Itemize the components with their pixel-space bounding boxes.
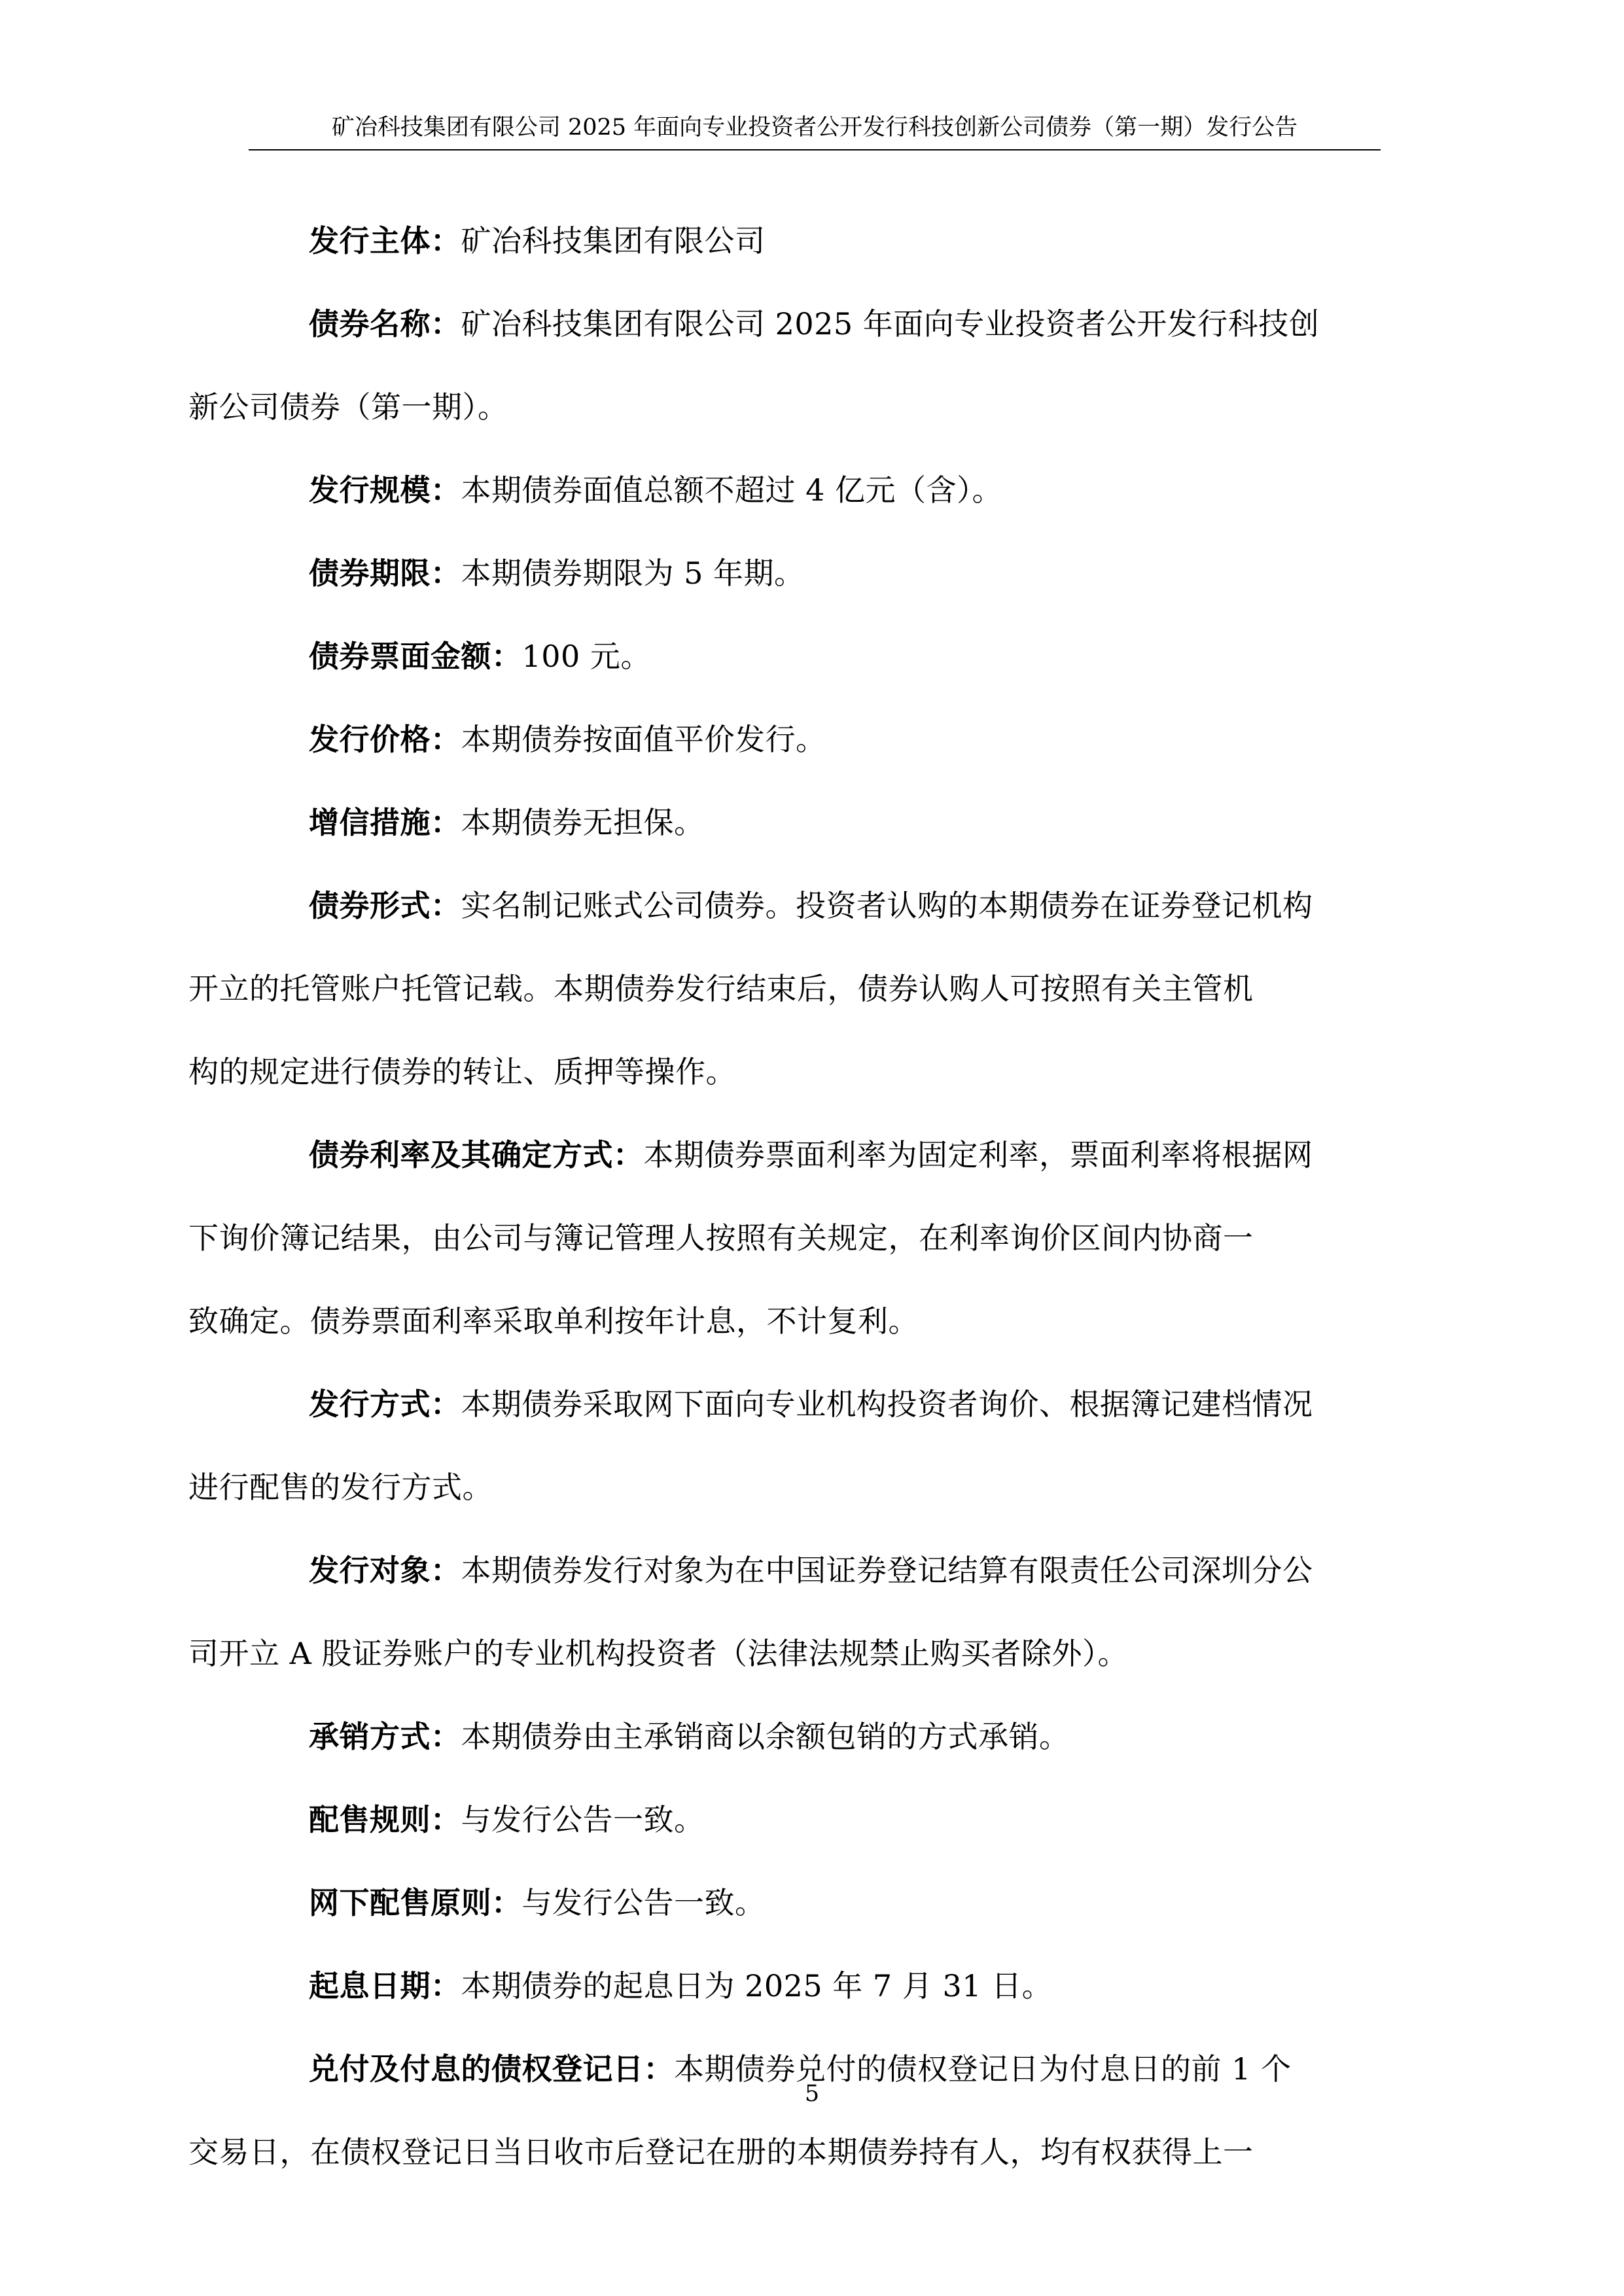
item-target-investors bbox=[188, 1529, 1381, 1695]
item-term bbox=[249, 532, 1381, 615]
item-label: 配售规则： bbox=[309, 1802, 461, 1837]
item-value-date bbox=[249, 1945, 1381, 2028]
item-label: 兑付及付息的债权登记日： bbox=[309, 2051, 674, 2087]
item-text: 100 元。 bbox=[521, 639, 651, 674]
item-bond-form bbox=[188, 864, 1381, 1114]
item-text-cont: 进行配售的发行方式。 bbox=[188, 1470, 493, 1505]
item-label: 债券期限： bbox=[309, 556, 461, 591]
item-text: 本期债券的起息日为 2025 年 7 月 31 日。 bbox=[461, 1968, 1053, 2004]
item-text: 本期债券按面值平价发行。 bbox=[461, 722, 826, 757]
item-label: 发行主体： bbox=[309, 223, 461, 258]
item-text-cont: 下询价簿记结果，由公司与簿记管理人按照有关规定，在利率询价区间内协商一 bbox=[188, 1220, 1254, 1256]
item-label: 增信措施： bbox=[309, 805, 461, 840]
item-issuer bbox=[249, 200, 1381, 283]
item-face-value bbox=[249, 615, 1381, 698]
item-text-cont: 致确定。债券票面利率采取单利按年计息，不计复利。 bbox=[188, 1303, 919, 1339]
item-underwriting bbox=[249, 1695, 1381, 1778]
item-text-cont: 司开立 A 股证券账户的专业机构投资者（法律法规禁止购买者除外）。 bbox=[188, 1636, 1128, 1671]
item-issue-size bbox=[249, 449, 1381, 532]
item-text-cont: 开立的托管账户托管记载。本期债券发行结束后，债券认购人可按照有关主管机 bbox=[188, 971, 1254, 1006]
item-text: 本期债券无担保。 bbox=[461, 805, 705, 840]
item-text: 本期债券面值总额不超过 4 亿元（含）。 bbox=[461, 472, 1003, 508]
item-text: 与发行公告一致。 bbox=[521, 1885, 766, 1920]
item-label: 债券票面金额： bbox=[309, 639, 522, 674]
item-label: 债券名称： bbox=[309, 306, 461, 342]
item-interest-rate bbox=[188, 1114, 1381, 1363]
item-label: 发行规模： bbox=[309, 472, 461, 508]
item-text-cont: 构的规定进行债券的转让、质押等操作。 bbox=[188, 1054, 736, 1089]
item-text: 矿冶科技集团有限公司 2025 年面向专业投资者公开发行科技创 bbox=[461, 306, 1320, 342]
item-text-cont: 交易日，在债权登记日当日收市后登记在册的本期债券持有人，均有权获得上一 bbox=[188, 2134, 1254, 2170]
document-body bbox=[188, 200, 1381, 2194]
item-text: 与发行公告一致。 bbox=[461, 1802, 705, 1837]
item-issue-method bbox=[188, 1363, 1381, 1529]
item-text: 本期债券由主承销商以余额包销的方式承销。 bbox=[461, 1719, 1070, 1754]
header-rule bbox=[249, 149, 1381, 150]
item-text: 本期债券期限为 5 年期。 bbox=[461, 556, 805, 591]
item-credit-enhancement bbox=[249, 781, 1381, 864]
item-label: 承销方式： bbox=[309, 1719, 461, 1754]
item-label: 网下配售原则： bbox=[309, 1885, 522, 1920]
running-header: 矿冶科技集团有限公司 2025 年面向专业投资者公开发行科技创新公司债券（第一期）发行公告 bbox=[331, 115, 1298, 141]
item-placement-rules bbox=[249, 1778, 1381, 1862]
item-label: 发行方式： bbox=[309, 1386, 461, 1422]
item-issue-price bbox=[249, 698, 1381, 781]
item-label: 发行价格： bbox=[309, 722, 461, 757]
item-text-cont: 新公司债券（第一期）。 bbox=[188, 389, 508, 425]
item-label: 发行对象： bbox=[309, 1553, 461, 1588]
page-number: 5 bbox=[804, 2081, 820, 2107]
item-text: 本期债券票面利率为固定利率，票面利率将根据网 bbox=[643, 1137, 1313, 1173]
item-text: 本期债券兑付的债权登记日为付息日的前 1 个 bbox=[674, 2051, 1292, 2087]
item-bond-name bbox=[188, 283, 1381, 449]
item-text: 本期债券发行对象为在中国证券登记结算有限责任公司深圳分公 bbox=[461, 1553, 1313, 1588]
item-record-date bbox=[188, 2028, 1381, 2194]
item-text: 实名制记账式公司债券。投资者认购的本期债券在证券登记机构 bbox=[461, 888, 1313, 923]
item-label: 债券利率及其确定方式： bbox=[309, 1137, 644, 1173]
item-label: 债券形式： bbox=[309, 888, 461, 923]
item-text: 矿冶科技集团有限公司 bbox=[461, 223, 766, 258]
item-label: 起息日期： bbox=[309, 1968, 461, 2004]
item-offline-placement bbox=[249, 1862, 1381, 1945]
item-text: 本期债券采取网下面向专业机构投资者询价、根据簿记建档情况 bbox=[461, 1386, 1313, 1422]
